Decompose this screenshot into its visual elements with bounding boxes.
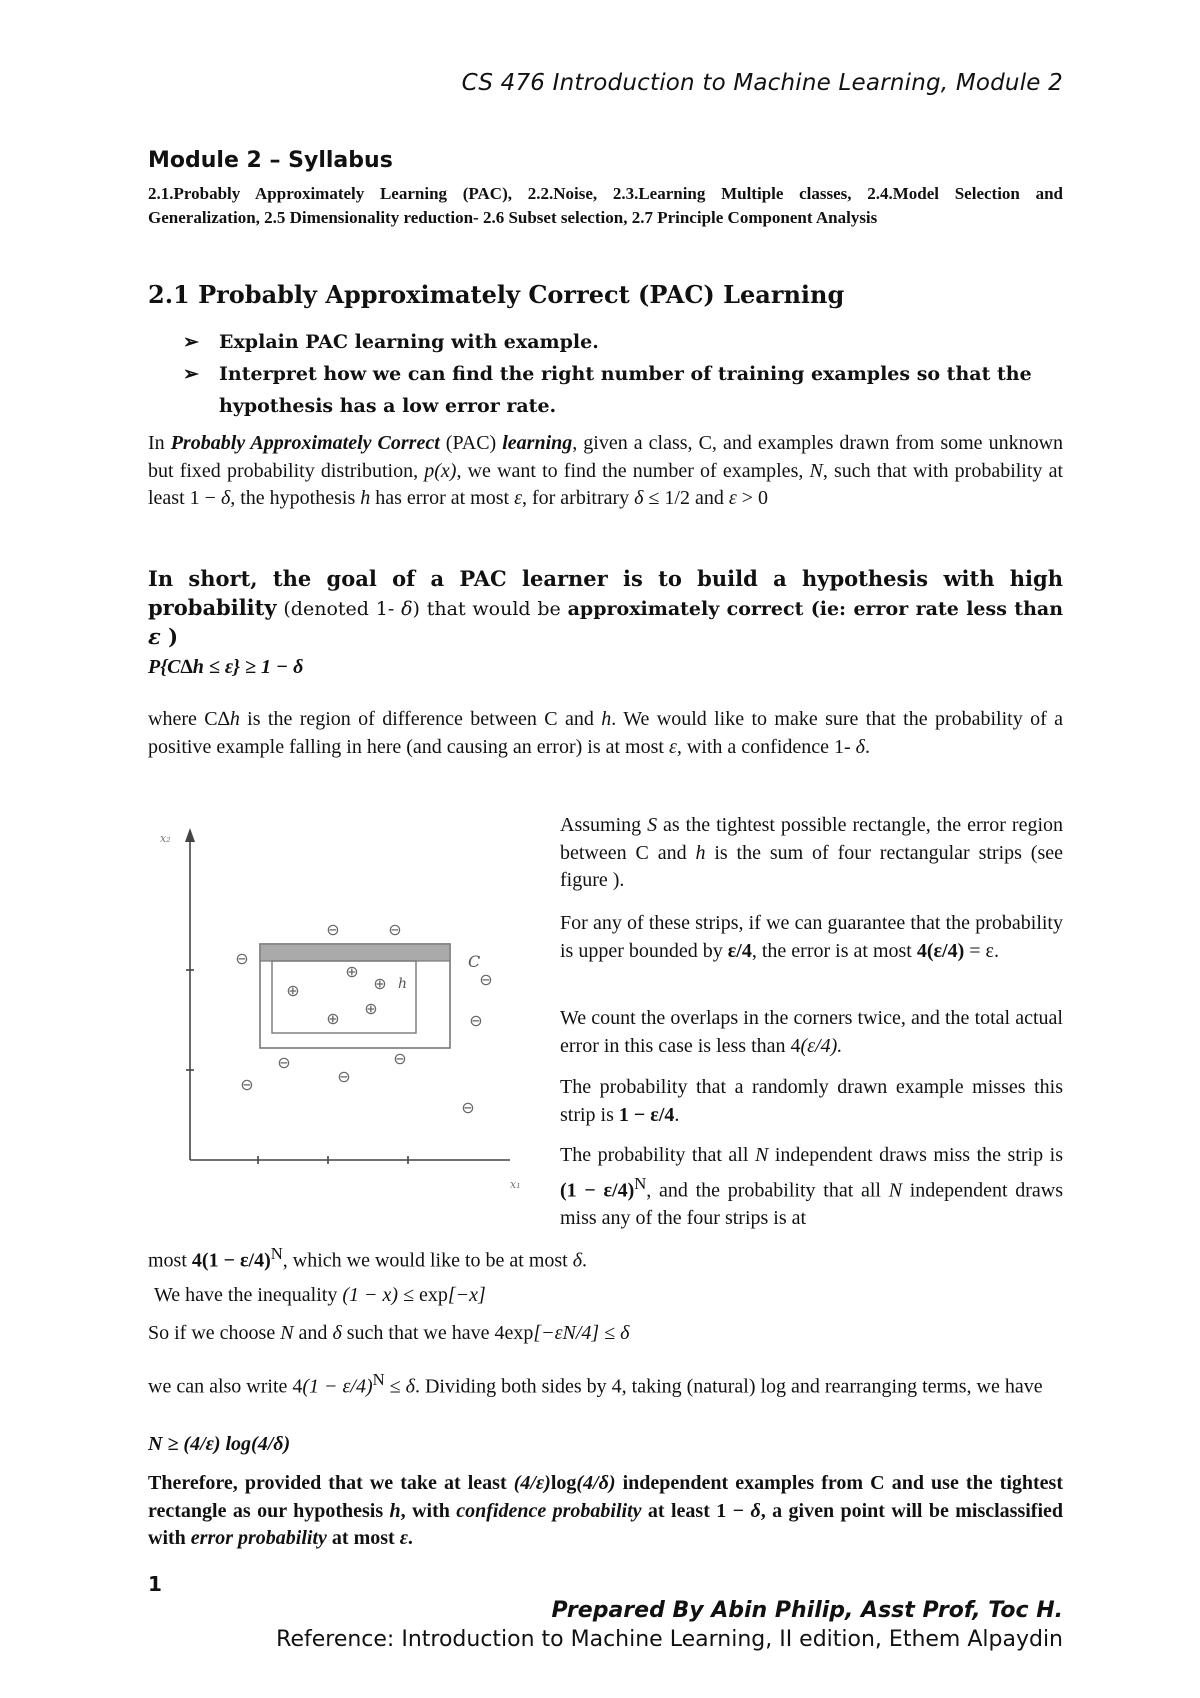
- positive-example-icon: ⊕: [345, 962, 359, 981]
- negative-example-icon: ⊖: [469, 1011, 483, 1030]
- objective-item: [183, 358, 1063, 422]
- error-region-paragraph: where C∆h is the region of difference between C and h. We would like to make sure that the probability of a positive example falling in here (and causing an error) is at most ε, with a confidence 1- δ.: [148, 708, 1063, 758]
- x-axis-label: x₁: [510, 1178, 521, 1191]
- pac-rectangle-figure: [150, 820, 545, 1205]
- negative-example-icon: ⊖: [461, 1098, 475, 1117]
- four-strips-paragraph: most $4(1 - \varepsilon/4)^N$, which we would like to be at most δ.: [148, 1244, 588, 1272]
- objectives-list: [183, 326, 1063, 422]
- tightest-rectangle-paragraph: Assuming S as the tightest possible rectangle, the error region between C and h is the sum of four rectangular strips (see figure ).: [560, 814, 1064, 891]
- sample-bound-formula: N ≥ (4/ε) log(4/δ): [148, 1433, 291, 1455]
- negative-example-icon: ⊖: [337, 1067, 351, 1086]
- positive-example-icon: ⊕: [326, 1009, 340, 1028]
- miss-strip-paragraph: The probability that a randomly drawn example misses this strip is 1 − ε/4.: [560, 1076, 1063, 1126]
- class-label-c: C: [468, 952, 481, 971]
- page-number: 1: [148, 1572, 162, 1596]
- syllabus-text: 2.1.Probably Approximately Learning (PAC), 2.2.Noise, 2.3.Learning Multiple classes, 2.4.Model Selection and Generalization, 2.5 Dimensionality reduction- 2.6 Subset selection, 2.7 Principle Component Analysis: [148, 184, 1063, 227]
- module-title: Module 2 – Syllabus: [148, 148, 393, 173]
- positive-example-icon: ⊕: [286, 981, 300, 1000]
- strip-bound-paragraph: For any of these strips, if we can guarantee that the probability is upper bounded by ε/4, the error is at most 4(ε/4) = ε.: [560, 912, 1063, 962]
- y-axis-label: x₂: [160, 832, 171, 845]
- negative-example-icon: ⊖: [479, 970, 493, 989]
- footer-reference: Reference: Introduction to Machine Learning, II edition, Ethem Alpaydin: [276, 1627, 1063, 1652]
- negative-example-icon: ⊖: [326, 920, 340, 939]
- negative-example-icon: ⊖: [277, 1053, 291, 1072]
- pac-formula: P{C∆h ≤ ε} ≥ 1 − δ: [148, 656, 304, 678]
- objective-text: Interpret how we can find the right number of training examples so that the hypothesis has a low error rate.: [219, 363, 1032, 417]
- inequality-paragraph: We have the inequality (1 − x) ≤ exp[−x]: [154, 1284, 486, 1306]
- pac-summary-paragraph: In short, the goal of a PAC learner is to build a hypothesis with high probability (denoted 1- δ) that would be approximately correct (ie: error rate less than ε ): [148, 566, 1064, 649]
- negative-example-icon: ⊖: [388, 920, 402, 939]
- arrow-bullet-icon: ➢: [183, 363, 199, 385]
- conclusion-paragraph: Therefore, provided that we take at least (4/ε)log(4/δ) independent examples from C and use the tightest rectangle as our hypothesis h, with confidence probability at least 1 − δ, a given point will be misclassified with error probability at most ε.: [148, 1472, 1064, 1549]
- negative-example-icon: ⊖: [393, 1049, 407, 1068]
- footer-prepared-by: Prepared By Abin Philip, Asst Prof, Toc H.: [551, 1598, 1063, 1623]
- error-strip: [260, 944, 450, 961]
- objective-item: [183, 326, 1063, 358]
- rearranging-paragraph: we can also write $4(1 - \varepsilon/4)^N \le \delta$. Dividing both sides by 4, taking (natural) log and rearranging terms, we have: [148, 1370, 1043, 1398]
- section-title: 2.1 Probably Approximately Correct (PAC) Learning: [148, 280, 845, 309]
- hypothesis-label-h: h: [398, 976, 408, 992]
- negative-example-icon: ⊖: [235, 949, 249, 968]
- independent-draws-paragraph: The probability that all N independent draws miss the strip is $(1 - \varepsilon/4)^N$, and the probability that all N independent draws miss any of the four strips is at: [560, 1144, 1063, 1229]
- choose-n-paragraph: So if we choose N and δ such that we have 4exp[−εN/4] ≤ δ: [148, 1322, 630, 1344]
- positive-example-icon: ⊕: [373, 974, 387, 993]
- pac-definition-paragraph: In Probably Approximately Correct (PAC) learning, given a class, C, and examples drawn from some unknown but fixed probability distribution, p(x), we want to find the number of examples, N, such that with probability at least 1 − δ, the hypothesis h has error at most ε, for arbitrary δ ≤ 1/2 and ε > 0: [148, 432, 1064, 509]
- overlap-paragraph: We count the overlaps in the corners twice, and the total actual error in this case is less than 4(ε/4).: [560, 1007, 1063, 1057]
- objective-text: Explain PAC learning with example.: [219, 331, 599, 353]
- positive-example-icon: ⊕: [364, 999, 378, 1018]
- arrow-bullet-icon: ➢: [183, 331, 199, 353]
- page-header: CS 476 Introduction to Machine Learning, Module 2: [461, 70, 1063, 96]
- negative-example-icon: ⊖: [240, 1075, 254, 1094]
